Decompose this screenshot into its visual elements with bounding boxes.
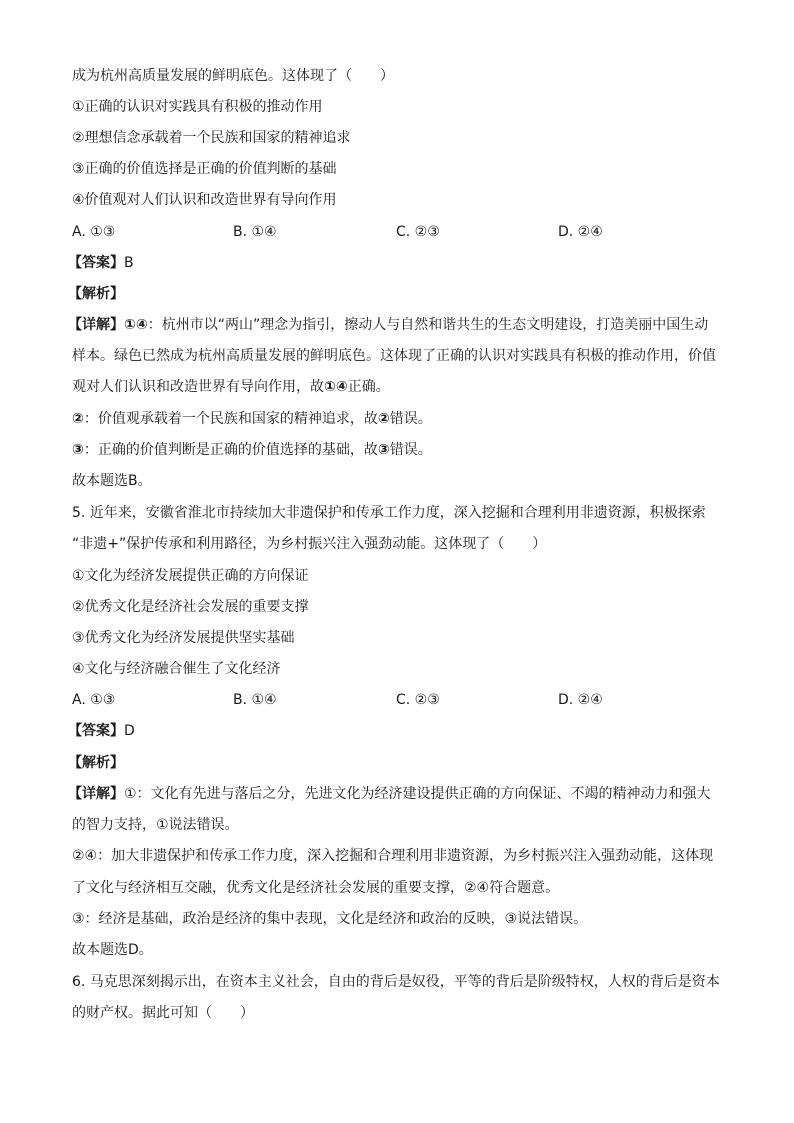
q4-detail-line-1 (68, 315, 708, 335)
q5-answer-tag: 【答案】 (68, 723, 124, 739)
q4-statement-1: ①正确的认识对实践具有积极的推动作用 (72, 99, 323, 115)
q4-answer-row (68, 253, 134, 273)
q5-detail-line-1 (68, 784, 711, 804)
q4-option-a: A. ①③ (72, 224, 116, 240)
q5-detail-line-2: 的智力支持，①说法错误。 (72, 817, 239, 833)
q5-analysis-tag: 【解析】 (68, 755, 124, 771)
q5-statement-2: ②优秀文化是经济社会发展的重要支撑 (72, 599, 309, 615)
q4-detail-text-3a: 观对人们认识和改造世界有导向作用，故 (72, 379, 324, 395)
q5-statement-3: ③优秀文化为经济发展提供坚实基础 (72, 630, 295, 646)
q6-stem-line-2: 的财产权。据此可知（ ） (72, 1005, 254, 1021)
q4-detail-tag: 【详解】 (68, 317, 124, 333)
q5-stem-line-2: “非遗+”保护传承和利用路径，为乡村振兴注入强劲动能。这体现了（ ） (72, 536, 547, 552)
q4-stem-end: 成为杭州高质量发展的鲜明底色。这体现了（ ） (72, 68, 394, 84)
q5-option-c: C. ②③ (396, 692, 440, 708)
q4-statement-2: ②理想信念承载着一个民族和国家的精神追求 (72, 130, 351, 146)
q5-conclusion: 故本题选D。 (72, 942, 153, 958)
q4-e1a: ② (72, 411, 84, 427)
q5-answer-value: D (124, 723, 135, 739)
q4-e1d: 错误。 (389, 411, 432, 427)
q4-detail-line-2: 样本。绿色已然成为杭州高质量发展的鲜明底色。这体现了正确的认识对实践具有积极的推动作用，价值 (72, 348, 716, 364)
q4-option-d: D. ②④ (558, 224, 603, 240)
q5-statement-4: ④文化与经济融合催生了文化经济 (72, 661, 281, 677)
q5-stem-line-1: 5. 近年来，安徽省淮北市持续加大非遗保护和传承工作力度，深入挖掘和合理利用非遗资源，积极探索 (72, 505, 706, 521)
q4-option-b: B. ①④ (233, 224, 277, 240)
q4-e2b: ：正确的价值判断是正确的价值选择的基础，故 (83, 442, 378, 458)
q4-answer-value: B (124, 255, 134, 271)
q4-statement-3: ③正确的价值选择是正确的价值判断的基础 (72, 161, 337, 177)
q5-detail-line-5: ③：经济是基础，政治是经济的集中表现，文化是经济和政治的反映，③说法错误。 (72, 911, 588, 927)
q5-statement-1: ①文化为经济发展提供正确的方向保证 (72, 568, 309, 584)
q5-option-b: B. ①④ (233, 692, 277, 708)
q6-stem-line-1: 6. 马克思深刻揭示出，在资本主义社会，自由的背后是奴役，平等的背后是阶级特权，人权的背后是资本 (72, 974, 720, 990)
q4-e2c: ③ (377, 442, 390, 458)
q4-detail-head: ①④ (124, 317, 148, 333)
q5-detail-line-4: 了文化与经济相互交融，优秀文化是经济社会发展的重要支撑，②④符合题意。 (72, 880, 560, 896)
q4-option-c: C. ②③ (396, 224, 440, 240)
q5-answer-row (68, 721, 135, 741)
q4-conclusion: 故本题选B。 (72, 473, 152, 489)
q4-e2d: 错误。 (389, 442, 432, 458)
q4-analysis-tag: 【解析】 (68, 286, 124, 302)
q4-e1c: ② (377, 411, 390, 427)
q4-statement-4: ④价值观对人们认识和改造世界有导向作用 (72, 192, 337, 208)
q4-detail-line-5 (72, 440, 432, 460)
q5-detail-tag: 【详解】 (68, 786, 124, 802)
q4-detail-text-1: ：杭州市以“两山”理念为指引，擦动人与自然和谐共生的生态文明建设，打造美丽中国生动 (147, 317, 709, 333)
q4-detail-text-3b: ①④ (324, 379, 348, 395)
q4-detail-text-3c: 正确。 (347, 379, 390, 395)
q5-option-d: D. ②④ (558, 692, 603, 708)
q5-detail-line-3: ②④：加大非遗保护和传承工作力度，深入挖掘和合理利用非遗资源，为乡村振兴注入强劲动能，这体现 (72, 848, 714, 864)
q5-detail-text-1: ①：文化有先进与落后之分，先进文化为经济建设提供正确的方向保证、不竭的精神动力和强大 (124, 786, 711, 802)
q5-option-a: A. ①③ (72, 692, 116, 708)
q4-e2a: ③ (72, 442, 84, 458)
q4-answer-tag: 【答案】 (68, 255, 124, 271)
q4-detail-line-3 (72, 377, 390, 397)
q4-detail-line-4 (72, 409, 432, 429)
q4-e1b: ：价值观承载着一个民族和国家的精神追求，故 (83, 411, 378, 427)
